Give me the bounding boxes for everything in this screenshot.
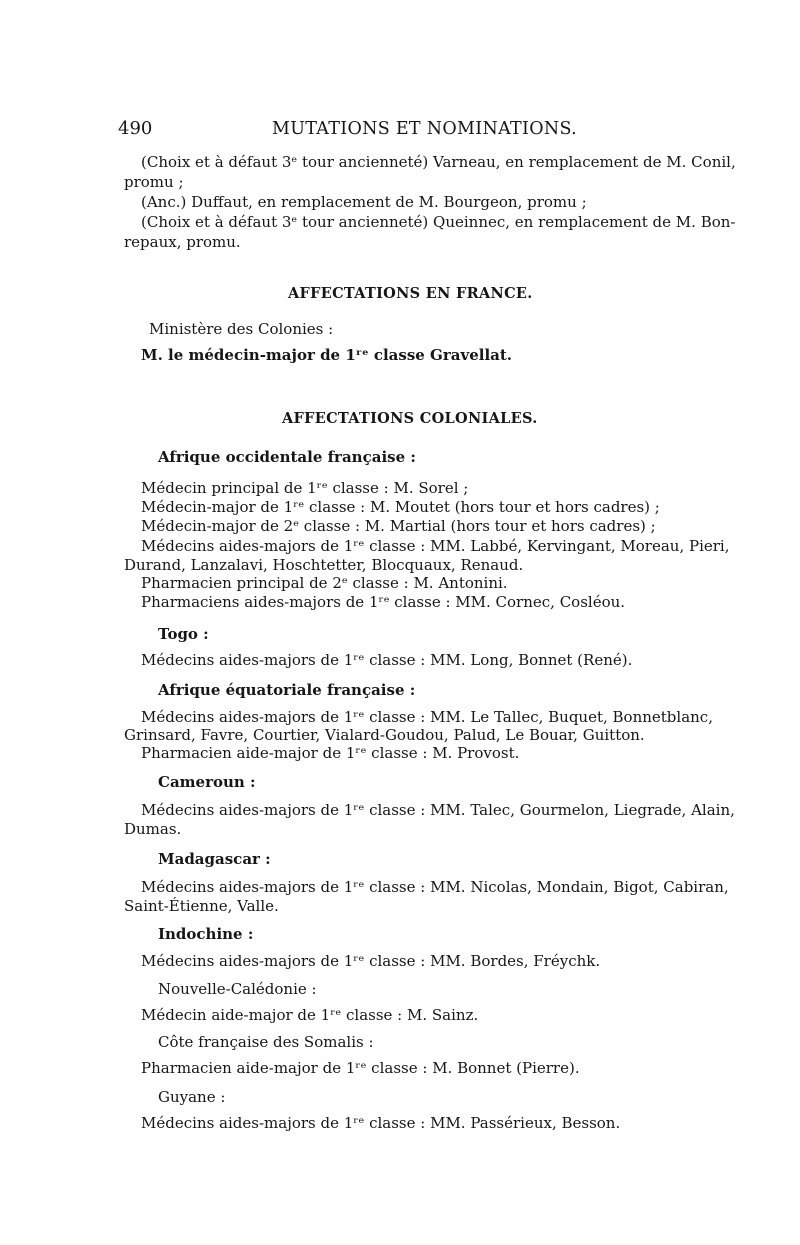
text-line: M. le médecin-major de 1ʳᵉ classe Gravellat. [141, 346, 513, 364]
paragraph-line: (Anc.) Duffaut, en remplacement de M. Bourgeon, promu ; [141, 193, 587, 211]
text-line: Médecins aides-majors de 1ʳᵉ classe : MM. Labbé, Kervingant, Moreau, Pieri, [141, 537, 730, 555]
text-line: Médecin-major de 2ᵉ classe : M. Martial (hors tour et hors cadres) ; [141, 517, 656, 535]
region-heading-madagascar: Madagascar : [158, 850, 271, 868]
text-line: Durand, Lanzalavi, Hoschtetter, Blocquaux, Renaud. [124, 556, 524, 574]
region-heading-aof: Afrique occidentale française : [158, 448, 416, 466]
text-line: Grinsard, Favre, Courtier, Vialard-Goudou, Palud, Le Bouar, Guitton. [124, 726, 645, 744]
text-line: Médecin principal de 1ʳᵉ classe : M. Sorel ; [141, 479, 469, 497]
text-line: Médecin aide-major de 1ʳᵉ classe : M. Sainz. [141, 1006, 479, 1024]
page-number: 490 [118, 118, 153, 139]
paragraph-line: (Choix et à défaut 3ᵉ tour ancienneté) Queinnec, en remplacement de M. Bon- [141, 213, 736, 231]
text-line: Médecins aides-majors de 1ʳᵉ classe : MM. Passérieux, Besson. [141, 1114, 621, 1132]
text-line: Médecins aides-majors de 1ʳᵉ classe : MM. Long, Bonnet (René). [141, 651, 633, 669]
region-heading-cameroun: Cameroun : [158, 773, 256, 791]
text-line: Pharmaciens aides-majors de 1ʳᵉ classe : MM. Cornec, Cosléou. [141, 593, 626, 611]
section-title-coloniales: AFFECTATIONS COLONIALES. [282, 410, 538, 427]
text-line: Dumas. [124, 820, 182, 838]
paragraph-line: repaux, promu. [124, 233, 241, 251]
text-line: Médecins aides-majors de 1ʳᵉ classe : MM. Bordes, Fréychk. [141, 952, 601, 970]
paragraph-line: promu ; [124, 173, 184, 191]
section-title-france: AFFECTATIONS EN FRANCE. [288, 285, 533, 302]
region-heading-nouvelle-caledonie: Nouvelle-Calédonie : [158, 980, 317, 998]
text-line: Médecins aides-majors de 1ʳᵉ classe : MM. Nicolas, Mondain, Bigot, Cabiran, [141, 878, 729, 896]
text-line: Pharmacien principal de 2ᵉ classe : M. Antonini. [141, 574, 508, 592]
region-heading-indochine: Indochine : [158, 925, 254, 943]
text-line: Médecins aides-majors de 1ʳᵉ classe : MM. Talec, Gourmelon, Liegrade, Alain, [141, 801, 735, 819]
region-heading-guyane: Guyane : [158, 1088, 226, 1106]
text-line: Saint-Étienne, Valle. [124, 897, 279, 915]
paragraph-line: (Choix et à défaut 3ᵉ tour ancienneté) Varneau, en remplacement de M. Conil, [141, 153, 736, 171]
region-heading-aef: Afrique équatoriale française : [158, 681, 416, 699]
region-heading-somalis: Côte française des Somalis : [158, 1033, 374, 1051]
region-heading-togo: Togo : [158, 625, 209, 643]
text-line: Pharmacien aide-major de 1ʳᵉ classe : M. Provost. [141, 744, 520, 762]
text-line: Ministère des Colonies : [149, 320, 334, 338]
text-line: Médecin-major de 1ʳᵉ classe : M. Moutet (hors tour et hors cadres) ; [141, 498, 660, 516]
text-line: Pharmacien aide-major de 1ʳᵉ classe : M. Bonnet (Pierre). [141, 1059, 580, 1077]
running-title: MUTATIONS ET NOMINATIONS. [272, 119, 578, 139]
text-line: Médecins aides-majors de 1ʳᵉ classe : MM. Le Tallec, Buquet, Bonnetblanc, [141, 708, 713, 726]
